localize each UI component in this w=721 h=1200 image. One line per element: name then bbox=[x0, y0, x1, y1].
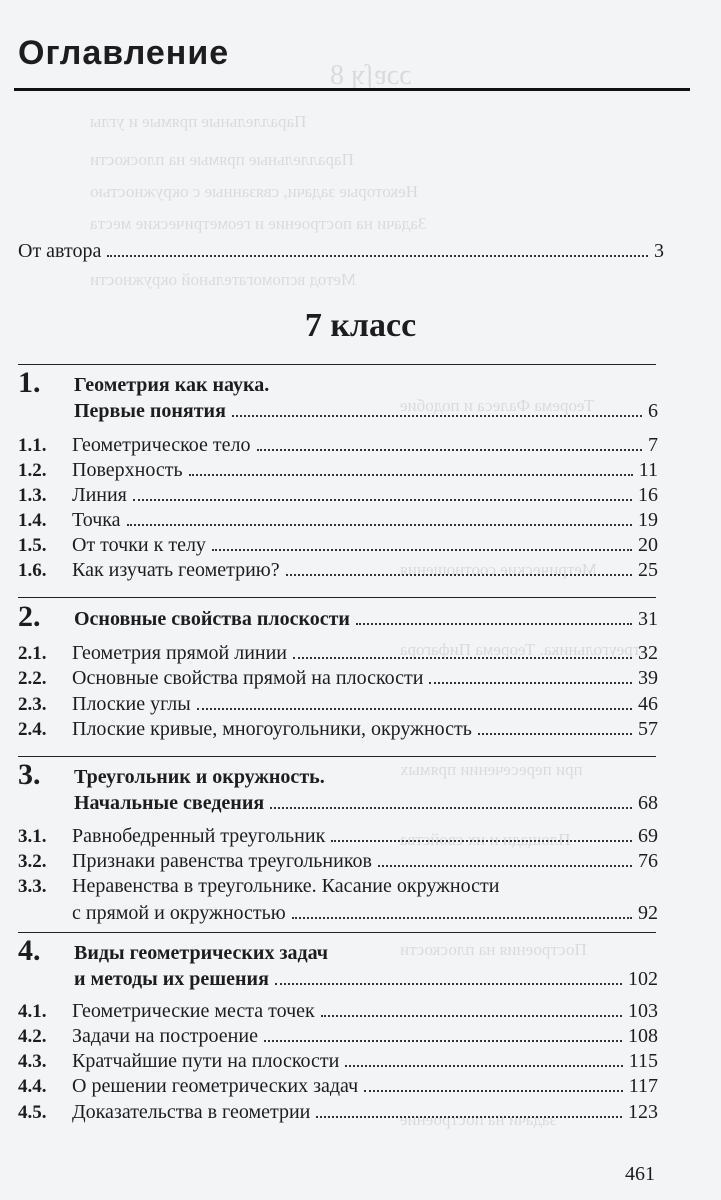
leader-dots bbox=[232, 415, 642, 417]
chapter-number: 1. bbox=[18, 366, 41, 399]
section-page: 46 bbox=[638, 693, 658, 715]
section-page: 7 bbox=[648, 434, 658, 456]
section-title-line: Неравенства в треугольнике. Касание окружности bbox=[72, 875, 500, 897]
section-number: 1.3. bbox=[18, 485, 47, 506]
leader-dots bbox=[197, 708, 632, 710]
section-page: 16 bbox=[638, 484, 658, 506]
toc-section-3-2[interactable] bbox=[18, 848, 658, 875]
section-number: 3.3. bbox=[18, 876, 47, 897]
leader-dots bbox=[264, 1040, 622, 1042]
leader-dots bbox=[189, 474, 633, 476]
toc-section-2-2[interactable] bbox=[18, 665, 658, 692]
chapter-rule bbox=[18, 364, 656, 365]
toc-section-4-3[interactable] bbox=[18, 1048, 658, 1075]
section-title: Основные свойства прямой на плоскости bbox=[72, 667, 424, 689]
leader-dots bbox=[292, 917, 632, 919]
section-title: Кратчайшие пути на плоскости bbox=[72, 1050, 340, 1072]
class-heading: 7 класс bbox=[304, 307, 417, 344]
section-number: 4.2. bbox=[18, 1026, 47, 1047]
section-number: 2.3. bbox=[18, 694, 47, 715]
chapter-rule bbox=[18, 756, 656, 757]
author-entry[interactable] bbox=[18, 240, 664, 263]
leader-dots bbox=[331, 840, 632, 842]
section-number: 4.3. bbox=[18, 1051, 47, 1072]
chapter-title-line: Основные свойства плоскости bbox=[74, 608, 350, 630]
leader-dots bbox=[345, 1065, 622, 1067]
toc-section-1-4[interactable] bbox=[18, 507, 658, 534]
toc-section-2-4[interactable] bbox=[18, 716, 658, 743]
section-number: 1.4. bbox=[18, 510, 47, 531]
leader-dots bbox=[212, 549, 632, 551]
author-entry-label: От автора bbox=[18, 240, 102, 262]
section-title: О решении геометрических задач bbox=[72, 1075, 359, 1097]
section-page: 20 bbox=[638, 534, 658, 556]
leader-dots bbox=[356, 623, 632, 625]
toc-section-4-1[interactable] bbox=[18, 998, 658, 1025]
toc-section-3-1[interactable] bbox=[18, 823, 658, 850]
leader-dots bbox=[270, 807, 632, 809]
section-title-line: с прямой и окружностью bbox=[72, 902, 286, 924]
section-number: 3.1. bbox=[18, 826, 47, 847]
section-page: 123 bbox=[628, 1101, 658, 1123]
section-title: Поверхность bbox=[72, 459, 183, 481]
section-page: 11 bbox=[638, 459, 658, 481]
chapter-title-line: и методы их решения bbox=[74, 968, 269, 990]
leader-dots bbox=[293, 657, 632, 659]
toc-section-4-2[interactable] bbox=[18, 1023, 658, 1050]
section-title: Доказательства в геометрии bbox=[72, 1101, 311, 1123]
section-number: 1.1. bbox=[18, 435, 47, 456]
section-page: 39 bbox=[638, 667, 658, 689]
leader-dots bbox=[133, 499, 632, 501]
section-title: От точки к телу bbox=[72, 534, 206, 556]
section-title: Геометрическое тело bbox=[72, 434, 251, 456]
section-number: 2.2. bbox=[18, 668, 47, 689]
chapter-number: 4. bbox=[18, 934, 41, 967]
section-page: 57 bbox=[638, 718, 658, 740]
toc-section-1-6[interactable] bbox=[18, 557, 658, 584]
leader-dots bbox=[275, 983, 622, 985]
section-number: 4.5. bbox=[18, 1102, 47, 1123]
toc-section-4-4[interactable] bbox=[18, 1073, 658, 1100]
section-number: 4.4. bbox=[18, 1076, 47, 1097]
leader-dots bbox=[127, 524, 632, 526]
section-page: 25 bbox=[638, 559, 658, 581]
page-title: Оглавление bbox=[18, 34, 230, 72]
toc-section-1-5[interactable] bbox=[18, 532, 658, 559]
chapter-page: 102 bbox=[628, 968, 658, 990]
leader-dots bbox=[378, 865, 632, 867]
chapter-title-line: Треугольник и окружность. bbox=[74, 766, 325, 788]
chapter-page: 6 bbox=[648, 400, 658, 422]
chapter-page: 68 bbox=[638, 792, 658, 814]
toc-section-1-3[interactable] bbox=[18, 482, 658, 509]
section-number: 2.1. bbox=[18, 643, 47, 664]
section-title: Плоские кривые, многоугольники, окружность bbox=[72, 718, 472, 740]
section-page: 117 bbox=[628, 1075, 658, 1097]
section-page: 115 bbox=[628, 1050, 658, 1072]
section-number: 1.6. bbox=[18, 560, 47, 581]
chapter-title-line: Первые понятия bbox=[74, 400, 226, 422]
author-entry-page: 3 bbox=[654, 240, 664, 262]
chapter-rule bbox=[18, 932, 656, 933]
chapter-title-line: Виды геометрических задач bbox=[74, 942, 329, 964]
section-page: 92 bbox=[638, 902, 658, 924]
chapter-number: 2. bbox=[18, 600, 41, 633]
toc-section-1-1[interactable] bbox=[18, 432, 658, 459]
toc-section-2-3[interactable] bbox=[18, 691, 658, 718]
section-number: 4.1. bbox=[18, 1001, 47, 1022]
leader-dots bbox=[257, 449, 643, 451]
section-number: 3.2. bbox=[18, 851, 47, 872]
chapter-rule bbox=[18, 597, 656, 598]
leader-dots bbox=[429, 682, 632, 684]
page-number: 461 bbox=[625, 1163, 655, 1185]
section-number: 2.4. bbox=[18, 719, 47, 740]
leader-dots bbox=[316, 1116, 622, 1118]
section-title: Геометрические места точек bbox=[72, 1000, 315, 1022]
chapter-number: 3. bbox=[18, 758, 41, 791]
section-page: 69 bbox=[638, 825, 658, 847]
section-title: Равнобедренный треугольник bbox=[72, 825, 326, 847]
toc-section-4-5[interactable] bbox=[18, 1099, 658, 1126]
leader-dots bbox=[364, 1090, 623, 1092]
section-number: 1.2. bbox=[18, 460, 47, 481]
section-title: Задачи на построение bbox=[72, 1025, 258, 1047]
section-title: Геометрия прямой линии bbox=[72, 642, 288, 664]
leader-dots bbox=[286, 574, 632, 576]
chapter-page: 31 bbox=[638, 608, 658, 630]
section-page: 32 bbox=[638, 642, 658, 664]
section-title: Линия bbox=[72, 484, 127, 506]
section-title: Точка bbox=[72, 509, 121, 531]
leader-dots bbox=[107, 255, 648, 257]
section-number: 1.5. bbox=[18, 535, 47, 556]
section-title: Плоские углы bbox=[72, 693, 191, 715]
section-page: 76 bbox=[638, 850, 658, 872]
section-page: 103 bbox=[628, 1000, 658, 1022]
toc-section-2-1[interactable] bbox=[18, 640, 658, 667]
chapter-title-line: Начальные сведения bbox=[74, 792, 265, 814]
leader-dots bbox=[321, 1015, 622, 1017]
leader-dots bbox=[478, 733, 632, 735]
section-title: Как изучать геометрию? bbox=[72, 559, 280, 581]
section-page: 108 bbox=[628, 1025, 658, 1047]
toc-section-3-3[interactable] bbox=[18, 873, 658, 926]
chapter-title-line: Геометрия как наука. bbox=[74, 374, 270, 396]
toc-section-1-2[interactable] bbox=[18, 457, 658, 484]
section-title: Признаки равенства треугольников bbox=[72, 850, 372, 872]
section-page: 19 bbox=[638, 509, 658, 531]
title-rule bbox=[14, 88, 690, 91]
